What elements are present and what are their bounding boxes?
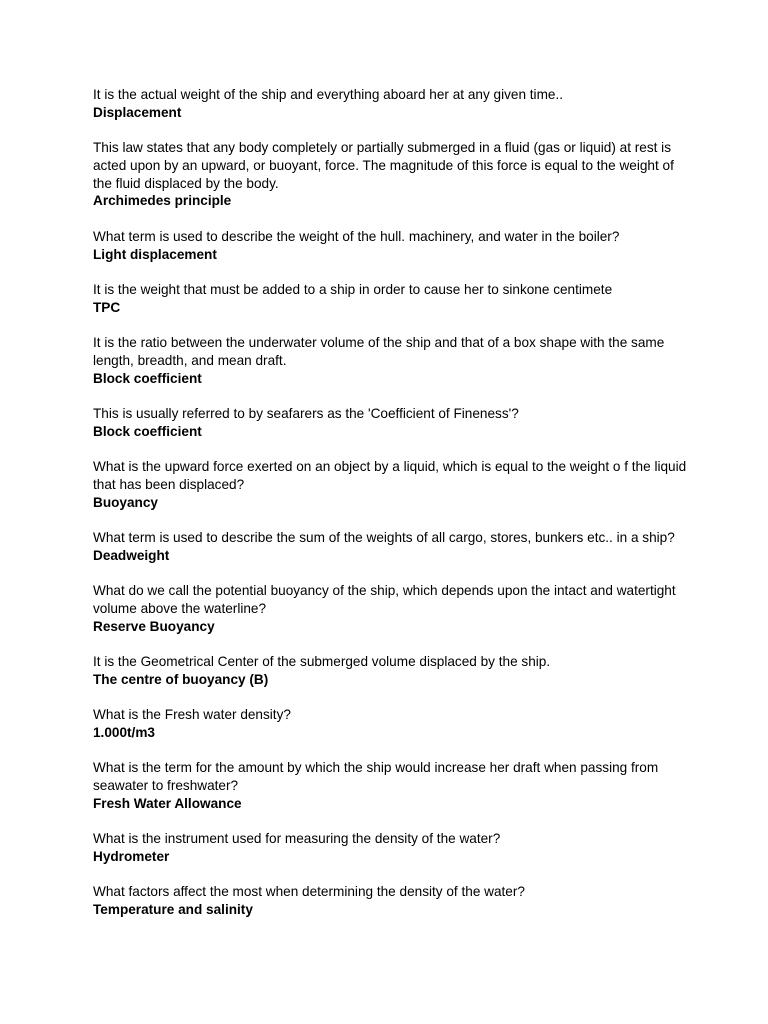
qa-item-13 bbox=[93, 830, 693, 866]
answer-text: Reserve Buoyancy bbox=[93, 618, 215, 634]
qa-item-4 bbox=[93, 281, 693, 317]
question-text: What factors affect the most when determining the density of the water? bbox=[93, 884, 525, 899]
question-text: This is usually referred to by seafarers as the 'Coefficient of Fineness'? bbox=[93, 405, 519, 421]
question-text: It is the ratio between the underwater volume of the ship and that of a box shape with the same length, breadth, and mean draft. bbox=[93, 334, 665, 368]
answer-text: Deadweight bbox=[93, 547, 170, 563]
qa-item-9 bbox=[93, 582, 693, 635]
question-text: It is the weight that must be added to a ship in order to cause her to sinkone centimete bbox=[93, 281, 613, 297]
qa-item-2 bbox=[93, 139, 693, 210]
answer-text: Temperature and salinity bbox=[93, 901, 253, 917]
qa-item-14 bbox=[93, 883, 693, 919]
answer-text: Displacement bbox=[93, 104, 182, 120]
qa-item-11 bbox=[93, 706, 693, 742]
answer-text: Archimedes principle bbox=[93, 193, 232, 209]
qa-item-1 bbox=[93, 86, 693, 122]
answer-text: Buoyancy bbox=[93, 494, 158, 510]
qa-item-5 bbox=[93, 334, 693, 387]
question-text: It is the actual weight of the ship and everything aboard her at any given time.. bbox=[93, 87, 564, 102]
answer-text: Light displacement bbox=[93, 246, 217, 262]
document-page bbox=[93, 86, 693, 936]
qa-item-3 bbox=[93, 228, 693, 264]
question-text: What is the Fresh water density? bbox=[93, 706, 291, 722]
qa-item-10 bbox=[93, 653, 693, 689]
qa-item-7 bbox=[93, 458, 693, 511]
answer-text: Block coefficient bbox=[93, 423, 202, 439]
answer-text: 1.000t/m3 bbox=[93, 724, 155, 740]
qa-item-6 bbox=[93, 405, 693, 441]
question-text: What term is used to describe the sum of the weights of all cargo, stores, bunkers etc.. in a ship? bbox=[93, 529, 675, 545]
answer-text: TPC bbox=[93, 299, 121, 315]
qa-item-12 bbox=[93, 759, 693, 812]
question-text: What is the upward force exerted on an object by a liquid, which is equal to the weight o f the liquid that has been displaced? bbox=[93, 458, 687, 492]
answer-text: Fresh Water Allowance bbox=[93, 795, 242, 811]
question-text: What is the term for the amount by which the ship would increase her draft when passing from seawater to freshwater? bbox=[93, 760, 659, 793]
question-text: What is the instrument used for measuring the density of the water? bbox=[93, 830, 501, 846]
qa-item-8 bbox=[93, 529, 693, 565]
question-text: What term is used to describe the weight of the hull. machinery, and water in the boiler? bbox=[93, 228, 620, 244]
question-text: This law states that any body completely or partially submerged in a fluid (gas or liquid) at rest is acted upon by an upward, or buoyant, force. The magnitude of this force is equal to the weight of the fluid displaced by the body. bbox=[93, 140, 674, 191]
answer-text: Block coefficient bbox=[93, 370, 202, 386]
answer-text: The centre of buoyancy (B) bbox=[93, 671, 269, 687]
question-text: What do we call the potential buoyancy of the ship, which depends upon the intact and watertight volume above the waterline? bbox=[93, 582, 676, 616]
answer-text: Hydrometer bbox=[93, 848, 170, 864]
question-text: It is the Geometrical Center of the submerged volume displaced by the ship. bbox=[93, 653, 551, 669]
